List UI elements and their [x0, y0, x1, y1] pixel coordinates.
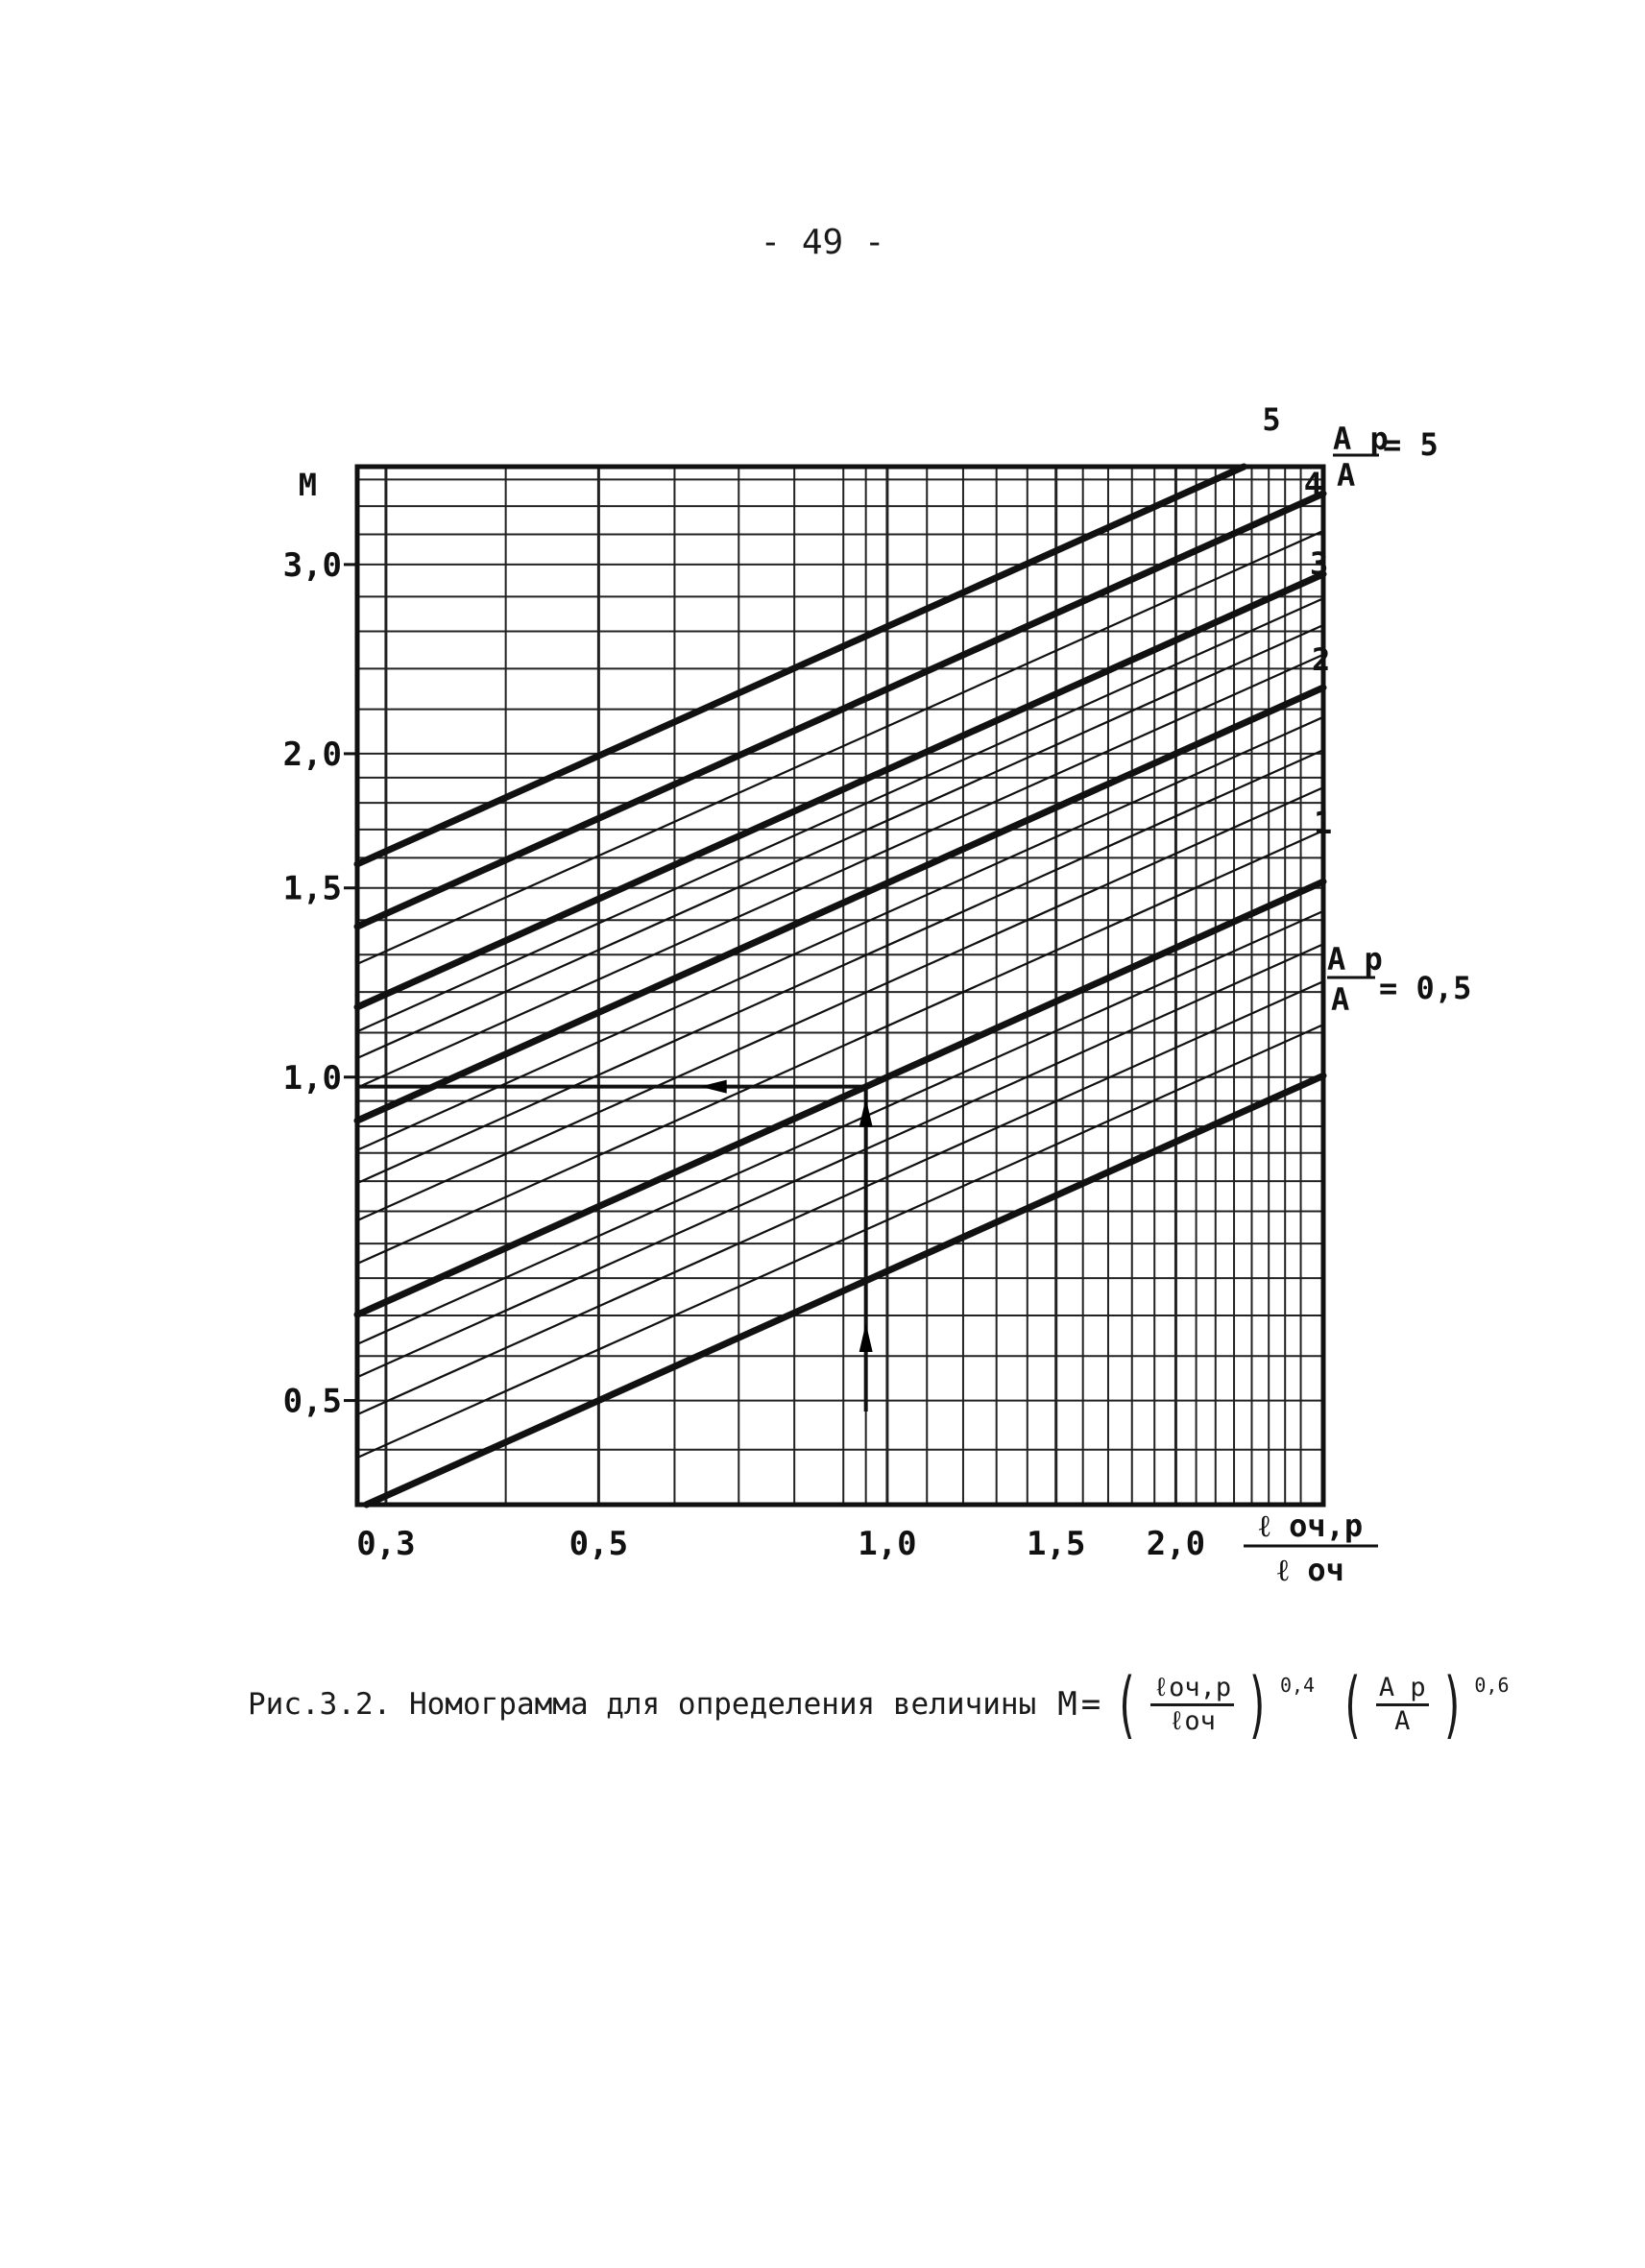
series-line: [357, 625, 1323, 1058]
x-tick-label: 0,3: [356, 1525, 416, 1563]
formula-exponent-1: 0,4: [1279, 1674, 1316, 1697]
y-tick-label: 1,0: [282, 1058, 342, 1098]
left-paren-icon: (: [1340, 1661, 1365, 1747]
series-line: [357, 881, 1323, 1315]
series-line: [357, 1025, 1323, 1458]
x-axis-label-denominator: ℓ оч: [1277, 1552, 1344, 1588]
formula-frac2-numerator: A р: [1376, 1673, 1429, 1705]
series-label-curve-4: 4: [1303, 466, 1322, 502]
x-tick-label: 2,0: [1146, 1525, 1206, 1563]
formula-lhs: M: [1057, 1685, 1077, 1724]
formula-exponent-2: 0,6: [1474, 1674, 1510, 1697]
y-tick-label: 0,5: [282, 1382, 342, 1421]
y-tick-label: 3,0: [282, 545, 342, 585]
series-label-ratio-numerator: A р: [1327, 941, 1383, 977]
y-tick-label: 1,5: [282, 869, 342, 908]
formula-equals: =: [1080, 1685, 1101, 1724]
figure-caption: [248, 1661, 1525, 1748]
x-axis-label-numerator: ℓ оч,р: [1258, 1508, 1364, 1544]
formula-frac2-denominator: A: [1394, 1705, 1411, 1736]
formula-fraction-length: [1150, 1673, 1234, 1735]
series-label-ratio-denominator: A: [1337, 457, 1356, 494]
formula-frac1-numerator: ℓоч,р: [1150, 1673, 1234, 1705]
series-line: [357, 467, 1244, 864]
arrow-up-icon: [859, 1323, 873, 1352]
right-paren-icon: ): [1439, 1661, 1465, 1747]
example-path: [357, 1080, 873, 1411]
x-tick-label: 0,5: [568, 1525, 629, 1563]
right-paren-icon: ): [1246, 1661, 1270, 1747]
series-label-bottom-suffix: = 0,5: [1379, 970, 1472, 1006]
y-tick-label: 2,0: [282, 735, 342, 774]
series-label-curve-1: 1: [1314, 805, 1333, 841]
series-label-curve-2: 2: [1312, 641, 1331, 678]
series-label-top-suffix: = 5: [1383, 426, 1439, 463]
arrow-up-icon: [859, 1098, 873, 1127]
x-tick-label: 1,0: [858, 1525, 917, 1563]
x-tick-label: 1,5: [1027, 1525, 1086, 1563]
left-paren-icon: (: [1114, 1661, 1139, 1747]
formula-frac1-denominator: ℓоч: [1169, 1705, 1216, 1736]
series-line: [367, 1075, 1323, 1505]
formula-fraction-area: [1376, 1673, 1429, 1735]
series-line: [357, 787, 1323, 1220]
arrow-left-icon: [700, 1080, 727, 1094]
series-label-ratio-denominator: A: [1331, 981, 1350, 1018]
series-line: [357, 911, 1323, 1344]
series-line: [357, 944, 1323, 1377]
series-line: [357, 574, 1323, 1007]
series-line: [357, 688, 1323, 1121]
axis-ticks: [283, 546, 1206, 1563]
caption-text: Рис.3.2. Номограмма для определения величины: [248, 1687, 1037, 1722]
page-number: - 49 -: [760, 223, 885, 262]
series-label-ratio-numerator: A р: [1333, 421, 1389, 457]
series-line: [357, 655, 1323, 1088]
series-label-top-curve: 5: [1262, 401, 1281, 438]
series-label-curve-3: 3: [1310, 545, 1329, 582]
y-axis-label: M: [298, 467, 317, 503]
caption-formula: [1057, 1661, 1524, 1747]
series-lines: [357, 467, 1323, 1505]
